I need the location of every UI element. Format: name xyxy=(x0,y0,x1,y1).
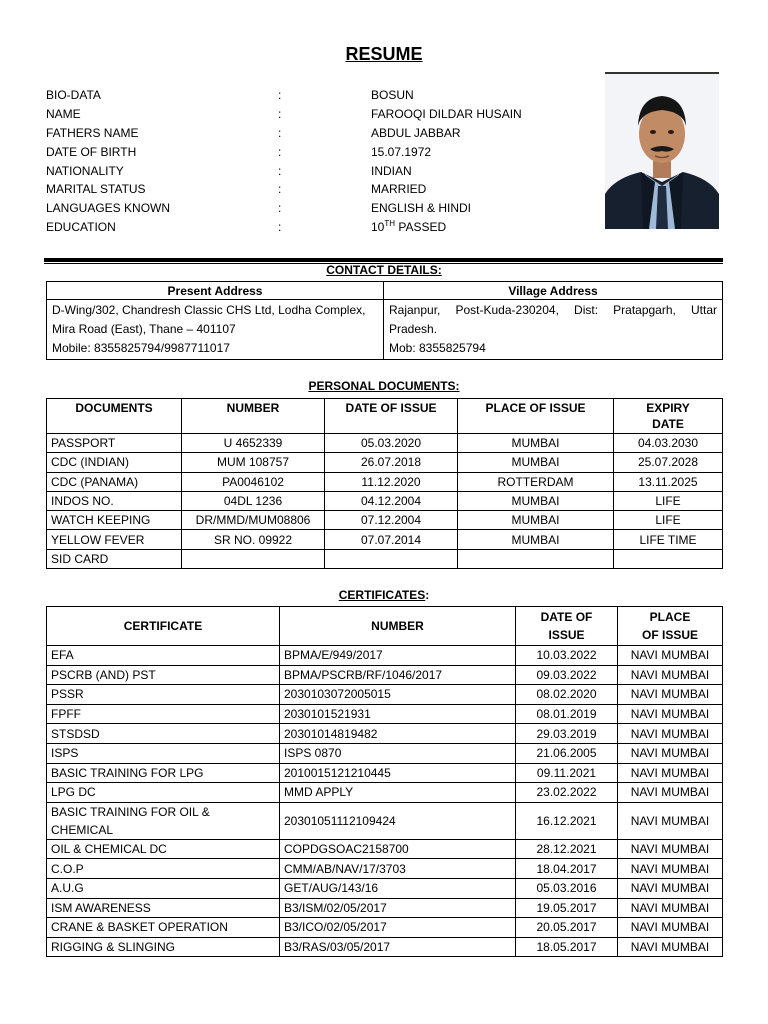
date-header-text: DATE OF ISSUE xyxy=(540,610,593,642)
contact-table xyxy=(46,281,723,360)
bio-label: LANGUAGES KNOWN xyxy=(46,201,171,216)
table-cell xyxy=(614,549,723,568)
table-cell: LIFE TIME xyxy=(614,530,723,549)
table-cell: NAVI MUMBAI xyxy=(618,802,723,839)
table-cell: 2030101521931 xyxy=(280,704,516,724)
certificates-heading xyxy=(0,588,768,602)
bio-row xyxy=(46,105,566,124)
table-cell: 05.03.2016 xyxy=(516,878,618,898)
table-cell: PASSPORT xyxy=(47,434,182,453)
table-cell: ISPS xyxy=(47,743,280,763)
bio-row xyxy=(46,86,566,105)
column-header xyxy=(618,607,723,646)
table-cell: NAVI MUMBAI xyxy=(618,898,723,918)
table-cell xyxy=(325,549,458,568)
village-address-line: Pradesh. xyxy=(389,322,438,336)
table-cell: RIGGING & SLINGING xyxy=(47,937,280,957)
table-cell: 09.03.2022 xyxy=(516,665,618,685)
table-row xyxy=(47,549,723,568)
table-row xyxy=(47,898,723,918)
table-cell: NAVI MUMBAI xyxy=(618,859,723,879)
table-row xyxy=(47,763,723,783)
certificates-table xyxy=(46,606,723,957)
table-row xyxy=(47,878,723,898)
village-address-line: Rajanpur, Post-Kuda-230204, Dist: Pratapgarh, Uttar xyxy=(389,303,717,317)
bio-label: NAME xyxy=(46,106,81,121)
column-header: NUMBER xyxy=(182,399,325,434)
table-row xyxy=(47,300,723,360)
table-cell: PA0046102 xyxy=(182,472,325,491)
table-cell: 07.07.2014 xyxy=(325,530,458,549)
table-cell: NAVI MUMBAI xyxy=(618,918,723,938)
table-cell: B3/ISM/02/05/2017 xyxy=(280,898,516,918)
table-cell: 08.01.2019 xyxy=(516,704,618,724)
table-cell: 07.12.2004 xyxy=(325,511,458,530)
bio-label: MARITAL STATUS xyxy=(46,182,146,197)
table-cell: NAVI MUMBAI xyxy=(618,763,723,783)
table-cell: 21.06.2005 xyxy=(516,743,618,763)
table-cell: NAVI MUMBAI xyxy=(618,937,723,957)
section-divider xyxy=(44,258,723,262)
table-cell: MUMBAI xyxy=(458,530,614,549)
table-cell: 04.03.2030 xyxy=(614,434,723,453)
profile-photo xyxy=(605,72,719,229)
present-address-line: Mira Road (East), Thane – 401107 xyxy=(52,322,236,336)
table-row xyxy=(47,530,723,549)
table-cell: LIFE xyxy=(614,511,723,530)
table-cell: MUMBAI xyxy=(458,491,614,510)
table-row xyxy=(47,937,723,957)
table-cell: NAVI MUMBAI xyxy=(618,704,723,724)
table-row xyxy=(47,434,723,453)
table-cell: 2030103072005015 xyxy=(280,685,516,705)
place-header-text: PLACE OF ISSUE xyxy=(641,610,698,642)
bio-value: MARRIED xyxy=(371,182,427,197)
table-cell: DR/MMD/MUM08806 xyxy=(182,511,325,530)
table-row xyxy=(47,472,723,491)
bio-colon: : xyxy=(278,125,282,140)
page-title: RESUME xyxy=(345,44,423,64)
column-header xyxy=(516,607,618,646)
table-cell: PSCRB (AND) PST xyxy=(47,665,280,685)
table-cell: 26.07.2018 xyxy=(325,453,458,472)
table-header-row xyxy=(47,607,723,646)
education-suffix: PASSED xyxy=(395,220,447,235)
table-cell: PSSR xyxy=(47,685,280,705)
table-cell: FPFF xyxy=(47,704,280,724)
bio-label: EDUCATION xyxy=(46,220,116,235)
bio-value xyxy=(371,218,446,237)
table-row xyxy=(47,491,723,510)
column-header: CERTIFICATE xyxy=(47,607,280,646)
column-header: PLACE OF ISSUE xyxy=(458,399,614,434)
table-cell: GET/AUG/143/16 xyxy=(280,878,516,898)
table-cell: NAVI MUMBAI xyxy=(618,743,723,763)
bio-value: FAROOQI DILDAR HUSAIN xyxy=(371,106,522,121)
table-cell: 16.12.2021 xyxy=(516,802,618,839)
table-cell: B3/RAS/03/05/2017 xyxy=(280,937,516,957)
table-cell: MUMBAI xyxy=(458,453,614,472)
table-cell: 10.03.2022 xyxy=(516,646,618,666)
column-header: NUMBER xyxy=(280,607,516,646)
expiry-header-text: EXPIRY DATE xyxy=(646,401,690,431)
table-cell: 29.03.2019 xyxy=(516,724,618,744)
table-cell: EFA xyxy=(47,646,280,666)
present-address-header: Present Address xyxy=(47,282,384,300)
bio-label: FATHERS NAME xyxy=(46,125,139,140)
bio-value: ABDUL JABBAR xyxy=(371,125,461,140)
table-row xyxy=(47,511,723,530)
table-cell: CDC (PANAMA) xyxy=(47,472,182,491)
table-cell: MUMBAI xyxy=(458,511,614,530)
bio-row xyxy=(46,143,566,162)
table-cell xyxy=(458,549,614,568)
column-header: DATE OF ISSUE xyxy=(325,399,458,434)
column-header: DOCUMENTS xyxy=(47,399,182,434)
table-row xyxy=(47,859,723,879)
table-cell: NAVI MUMBAI xyxy=(618,724,723,744)
table-cell: B3/ICO/02/05/2017 xyxy=(280,918,516,938)
bio-value: 15.07.1972 xyxy=(371,144,432,159)
table-cell: A.U.G xyxy=(47,878,280,898)
documents-heading: PERSONAL DOCUMENTS: xyxy=(308,379,460,393)
table-cell: 28.12.2021 xyxy=(516,839,618,859)
bio-colon: : xyxy=(278,88,282,102)
bio-label: BIO-DATA xyxy=(46,88,101,102)
table-row xyxy=(47,685,723,705)
table-cell: MMD APPLY xyxy=(280,783,516,803)
table-cell: COPDGSOAC2158700 xyxy=(280,839,516,859)
bio-label: NATIONALITY xyxy=(46,163,124,178)
table-cell: NAVI MUMBAI xyxy=(618,839,723,859)
table-row xyxy=(47,802,723,839)
table-cell: NAVI MUMBAI xyxy=(618,685,723,705)
profile-photo-illustration xyxy=(605,74,719,229)
bio-value: BOSUN xyxy=(371,88,414,102)
table-cell: C.O.P xyxy=(47,859,280,879)
table-cell: INDOS NO. xyxy=(47,491,182,510)
table-cell: LIFE xyxy=(614,491,723,510)
table-cell: CRANE & BASKET OPERATION xyxy=(47,918,280,938)
present-address-line: Mobile: 8355825794/9987711017 xyxy=(52,341,230,355)
table-header-row xyxy=(47,399,723,434)
table-cell: OIL & CHEMICAL DC xyxy=(47,839,280,859)
table-cell: MUMBAI xyxy=(458,434,614,453)
table-row xyxy=(47,743,723,763)
village-address-line: Mob: 8355825794 xyxy=(389,341,486,355)
table-cell: 09.11.2021 xyxy=(516,763,618,783)
bio-colon: : xyxy=(278,182,282,197)
table-cell: ISPS 0870 xyxy=(280,743,516,763)
bio-colon: : xyxy=(278,201,282,216)
table-row xyxy=(47,665,723,685)
table-cell: 18.05.2017 xyxy=(516,937,618,957)
table-cell: 20301014819482 xyxy=(280,724,516,744)
table-cell: 25.07.2028 xyxy=(614,453,723,472)
bio-value: ENGLISH & HINDI xyxy=(371,201,472,216)
table-cell: ISM AWARENESS xyxy=(47,898,280,918)
bio-row xyxy=(46,199,566,218)
table-cell: 04.12.2004 xyxy=(325,491,458,510)
bio-colon: : xyxy=(278,106,282,121)
village-address-header: Village Address xyxy=(384,282,723,300)
table-cell: ROTTERDAM xyxy=(458,472,614,491)
table-row xyxy=(47,646,723,666)
table-cell: SID CARD xyxy=(47,549,182,568)
table-cell xyxy=(182,549,325,568)
table-cell: BPMA/E/949/2017 xyxy=(280,646,516,666)
contact-heading: CONTACT DETAILS: xyxy=(326,263,442,277)
table-cell: BASIC TRAINING FOR OIL & CHEMICAL xyxy=(47,802,280,839)
present-address-line: D-Wing/302, Chandresh Classic CHS Ltd, Lodha Complex, xyxy=(52,303,366,317)
table-cell: NAVI MUMBAI xyxy=(618,783,723,803)
table-cell: CMM/AB/NAV/17/3703 xyxy=(280,859,516,879)
bio-label: DATE OF BIRTH xyxy=(46,144,137,159)
table-cell: U 4652339 xyxy=(182,434,325,453)
table-cell: 20.05.2017 xyxy=(516,918,618,938)
table-cell: NAVI MUMBAI xyxy=(618,646,723,666)
bio-data-section xyxy=(46,86,566,237)
table-cell: 23.02.2022 xyxy=(516,783,618,803)
table-cell: WATCH KEEPING xyxy=(47,511,182,530)
table-cell: 19.05.2017 xyxy=(516,898,618,918)
bio-colon: : xyxy=(278,220,282,235)
bio-row xyxy=(46,162,566,181)
table-row xyxy=(47,918,723,938)
bio-row xyxy=(46,124,566,143)
bio-colon: : xyxy=(278,163,282,178)
table-cell: BPMA/PSCRB/RF/1046/2017 xyxy=(280,665,516,685)
table-cell: 20301051112109424 xyxy=(280,802,516,839)
table-row xyxy=(47,453,723,472)
table-cell: STSDSD xyxy=(47,724,280,744)
table-cell: SR NO. 09922 xyxy=(182,530,325,549)
table-header-row xyxy=(47,282,723,300)
education-level: 10 xyxy=(371,220,385,235)
table-cell: BASIC TRAINING FOR LPG xyxy=(47,763,280,783)
certificates-heading-colon: : xyxy=(425,588,430,602)
table-cell: 05.03.2020 xyxy=(325,434,458,453)
table-cell: YELLOW FEVER xyxy=(47,530,182,549)
bio-value: INDIAN xyxy=(371,163,412,178)
bio-colon: : xyxy=(278,144,282,159)
table-cell: NAVI MUMBAI xyxy=(618,878,723,898)
column-header xyxy=(614,399,723,434)
table-cell: NAVI MUMBAI xyxy=(618,665,723,685)
table-row xyxy=(47,704,723,724)
table-cell: 08.02.2020 xyxy=(516,685,618,705)
bio-row xyxy=(46,218,566,237)
table-row xyxy=(47,783,723,803)
table-cell: CDC (INDIAN) xyxy=(47,453,182,472)
table-cell: 2010015121210445 xyxy=(280,763,516,783)
table-row xyxy=(47,724,723,744)
education-superscript: TH xyxy=(384,219,396,229)
table-cell: MUM 108757 xyxy=(182,453,325,472)
table-cell: 18.04.2017 xyxy=(516,859,618,879)
present-address-cell xyxy=(47,300,384,360)
table-cell: LPG DC xyxy=(47,783,280,803)
village-address-cell xyxy=(384,300,723,360)
certificates-heading-text: CERTIFICATES xyxy=(338,588,426,602)
table-row xyxy=(47,839,723,859)
table-cell: 13.11.2025 xyxy=(614,472,723,491)
bio-row xyxy=(46,180,566,199)
table-cell: 11.12.2020 xyxy=(325,472,458,491)
documents-table xyxy=(46,398,723,569)
table-cell: 04DL 1236 xyxy=(182,491,325,510)
